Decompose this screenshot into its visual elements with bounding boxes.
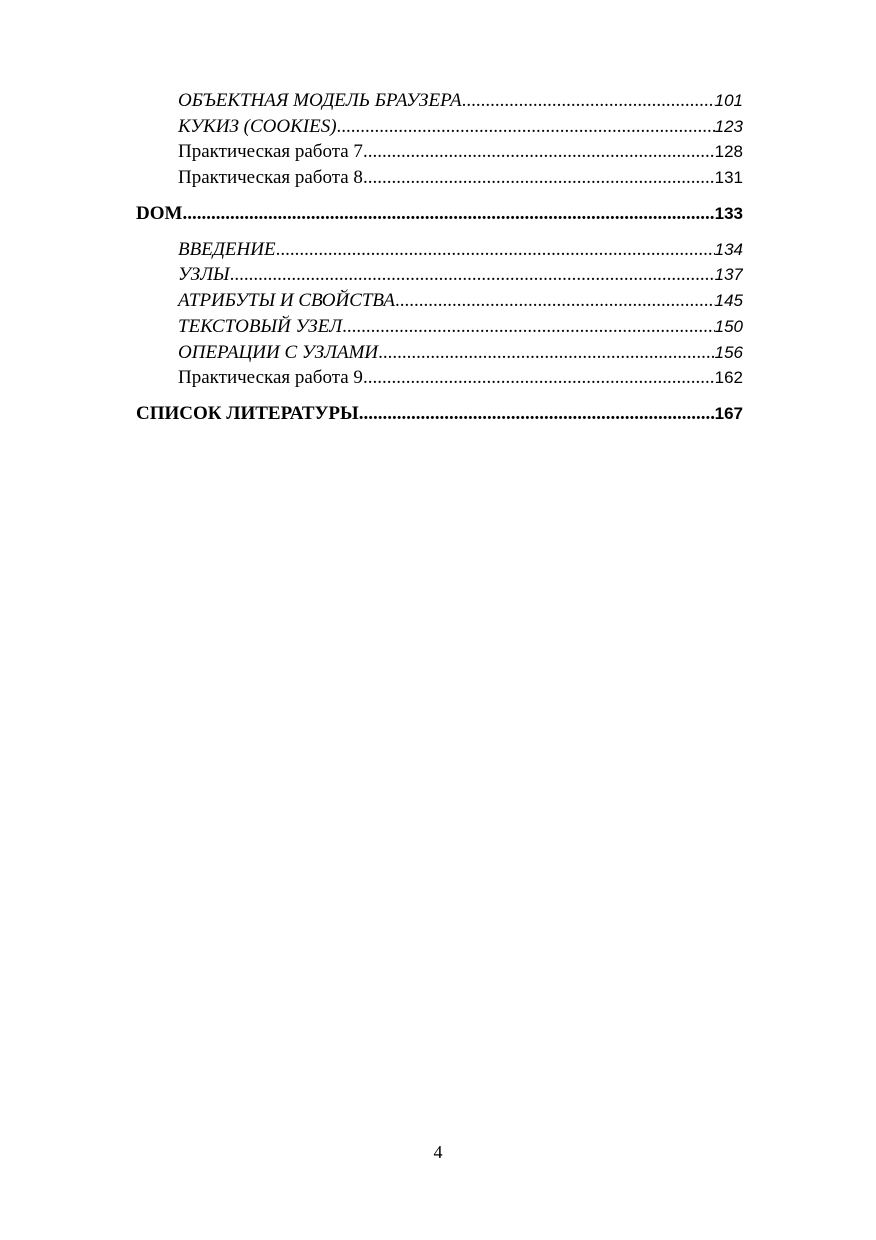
toc-dot-leader <box>276 237 715 263</box>
toc-entry-introduction[interactable] <box>136 237 743 263</box>
toc-entry-page: 162 <box>714 368 743 388</box>
toc-entry-title: Практическая работа 9 <box>178 367 363 389</box>
toc-dot-leader <box>342 314 714 340</box>
toc-entry-page: 128 <box>714 142 743 162</box>
toc-dot-leader <box>230 262 715 288</box>
toc-chapter-page: 133 <box>714 203 743 223</box>
toc-entry-text-node[interactable] <box>136 314 743 340</box>
toc-entry-title: АТРИБУТЫ И СВОЙСТВА <box>178 290 395 312</box>
toc-entry-practical-work-9[interactable] <box>136 365 743 391</box>
toc-dot-leader <box>462 88 715 114</box>
toc-entry-page: 145 <box>714 291 743 311</box>
toc-entry-title: ВВЕДЕНИЕ <box>178 238 276 260</box>
toc-dot-leader <box>337 114 715 140</box>
toc-entry-page: 134 <box>714 239 743 259</box>
toc-dot-leader <box>363 365 715 391</box>
toc-dot-leader <box>363 139 715 165</box>
toc-chapter-title: СПИСОК ЛИТЕРАТУРЫ <box>136 402 359 424</box>
toc-chapter-bibliography[interactable] <box>136 401 743 427</box>
toc-entry-page: 137 <box>714 265 743 285</box>
toc-entry-page: 101 <box>714 91 743 110</box>
toc-dot-leader <box>378 340 714 366</box>
toc-entry-page: 131 <box>714 168 743 188</box>
toc-entry-title: КУКИЗ (COOKIES) <box>178 115 337 137</box>
table-of-contents <box>136 88 743 427</box>
toc-dot-leader <box>359 401 715 427</box>
page-number: 4 <box>433 1142 443 1162</box>
toc-entry-attributes-properties[interactable] <box>136 288 743 314</box>
toc-entry-page: 156 <box>714 342 743 362</box>
toc-entry-nodes[interactable] <box>136 262 743 288</box>
toc-entry-practical-work-7[interactable] <box>136 139 743 165</box>
toc-entry-title: ОБЪЕКТНАЯ МОДЕЛЬ БРАУЗЕРА <box>178 90 462 111</box>
toc-entry-practical-work-8[interactable] <box>136 165 743 191</box>
toc-entry-title: Практическая работа 7 <box>178 141 363 163</box>
toc-entry-browser-object-model[interactable] <box>136 88 743 114</box>
toc-entry-page: 150 <box>714 316 743 336</box>
toc-entry-title: УЗЛЫ <box>178 264 230 286</box>
toc-entry-node-operations[interactable] <box>136 340 743 366</box>
toc-dot-leader <box>395 288 715 314</box>
toc-entry-page: 123 <box>714 116 743 136</box>
toc-dot-leader <box>182 201 714 227</box>
toc-chapter-dom[interactable] <box>136 201 743 227</box>
toc-dot-leader <box>363 165 715 191</box>
toc-entry-title: ОПЕРАЦИИ С УЗЛАМИ <box>178 341 379 363</box>
toc-entry-title: ТЕКСТОВЫЙ УЗЕЛ <box>178 315 343 337</box>
toc-chapter-page: 167 <box>714 403 743 423</box>
toc-entry-cookies[interactable] <box>136 114 743 140</box>
toc-chapter-title: DOM <box>136 202 183 224</box>
toc-entry-title: Практическая работа 8 <box>178 167 363 189</box>
